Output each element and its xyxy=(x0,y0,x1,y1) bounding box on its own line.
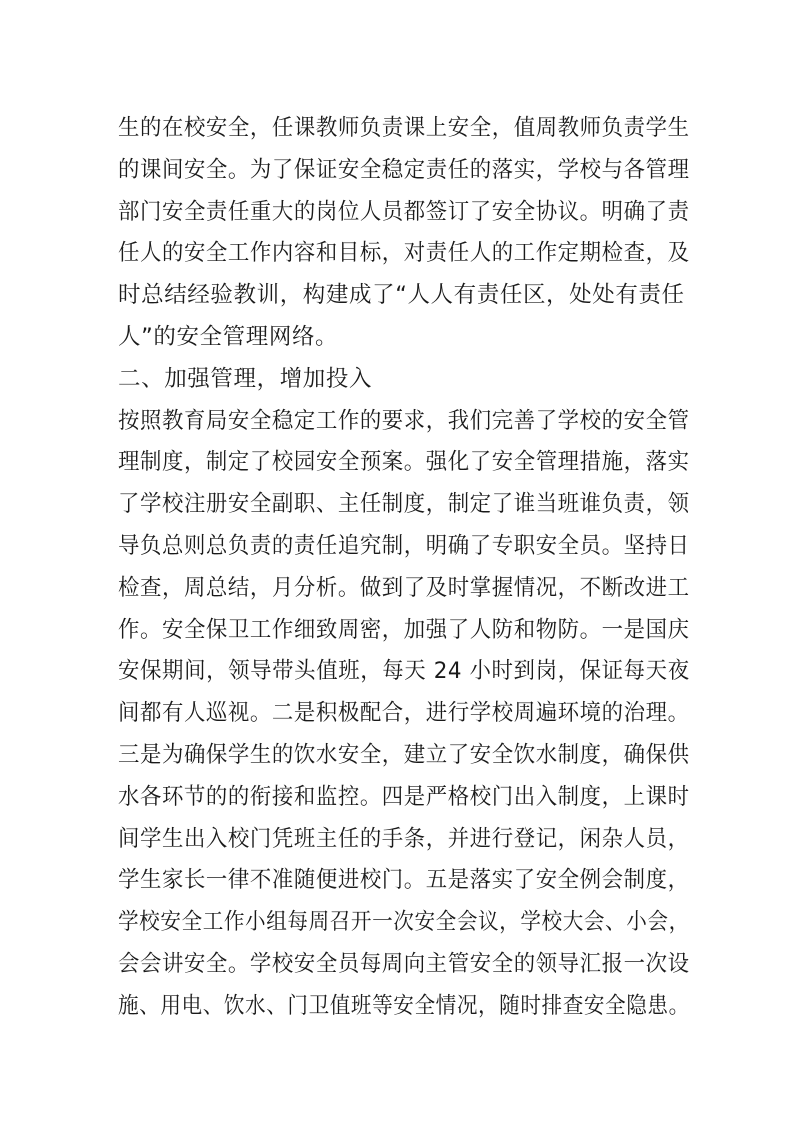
text-line: 任人的安全工作内容和目标，对责任人的工作定期检查，及 xyxy=(118,240,690,267)
text-line: 检查，周总结，月分析。做到了及时掌握情况，不断改进工 xyxy=(118,574,690,601)
text-line: 间学生出入校门凭班主任的手条，并进行登记，闲杂人员， xyxy=(118,825,690,852)
text-line: 水各环节的的衔接和监控。四是严格校门出入制度，上课时 xyxy=(118,783,690,810)
text-line: 间都有人巡视。二是积极配合，进行学校周遍环境的治理。 xyxy=(118,700,690,727)
text-line: 部门安全责任重大的岗位人员都签订了安全协议。明确了责 xyxy=(118,198,690,225)
text-line: 三是为确保学生的饮水安全，建立了安全饮水制度，确保供 xyxy=(118,742,690,768)
text-line: 了学校注册安全副职、主任制度，制定了谁当班谁负责，领 xyxy=(118,491,690,518)
section-heading: 二、加强管理，增加投入 xyxy=(118,365,373,392)
text-line: 安保期间，领导带头值班，每天 24 小时到岗，保证每天夜 xyxy=(118,658,690,685)
text-line: 理制度，制定了校园安全预案。强化了安全管理措施，落实 xyxy=(118,449,690,476)
text-line: 会会讲安全。学校安全员每周向主管安全的领导汇报一次设 xyxy=(118,951,690,977)
text-line: 时总结经验教训，构建成了“人人有责任区，处处有责任 xyxy=(118,282,685,309)
text-line: 学校安全工作小组每周召开一次安全会议，学校大会、小会， xyxy=(118,909,690,936)
text-line: 作。安全保卫工作细致周密，加强了人防和物防。一是国庆 xyxy=(118,616,690,643)
text-line: 人”的安全管理网络。 xyxy=(118,324,339,350)
text-line: 导负总则总负责的责任追究制，明确了专职安全员。坚持日 xyxy=(118,533,690,559)
text-line: 生的在校安全，任课教师负责课上安全，值周教师负责学生 xyxy=(118,115,690,141)
text-line: 的课间安全。为了保证安全稳定责任的落实，学校与各管理 xyxy=(118,156,690,183)
text-line: 施、用电、饮水、门卫值班等安全情况，随时排查安全隐患。 xyxy=(118,992,690,1019)
text-line: 学生家长一律不准随便进校门。五是落实了安全例会制度， xyxy=(118,867,690,894)
text-line: 按照教育局安全稳定工作的要求，我们完善了学校的安全管 xyxy=(118,407,690,434)
